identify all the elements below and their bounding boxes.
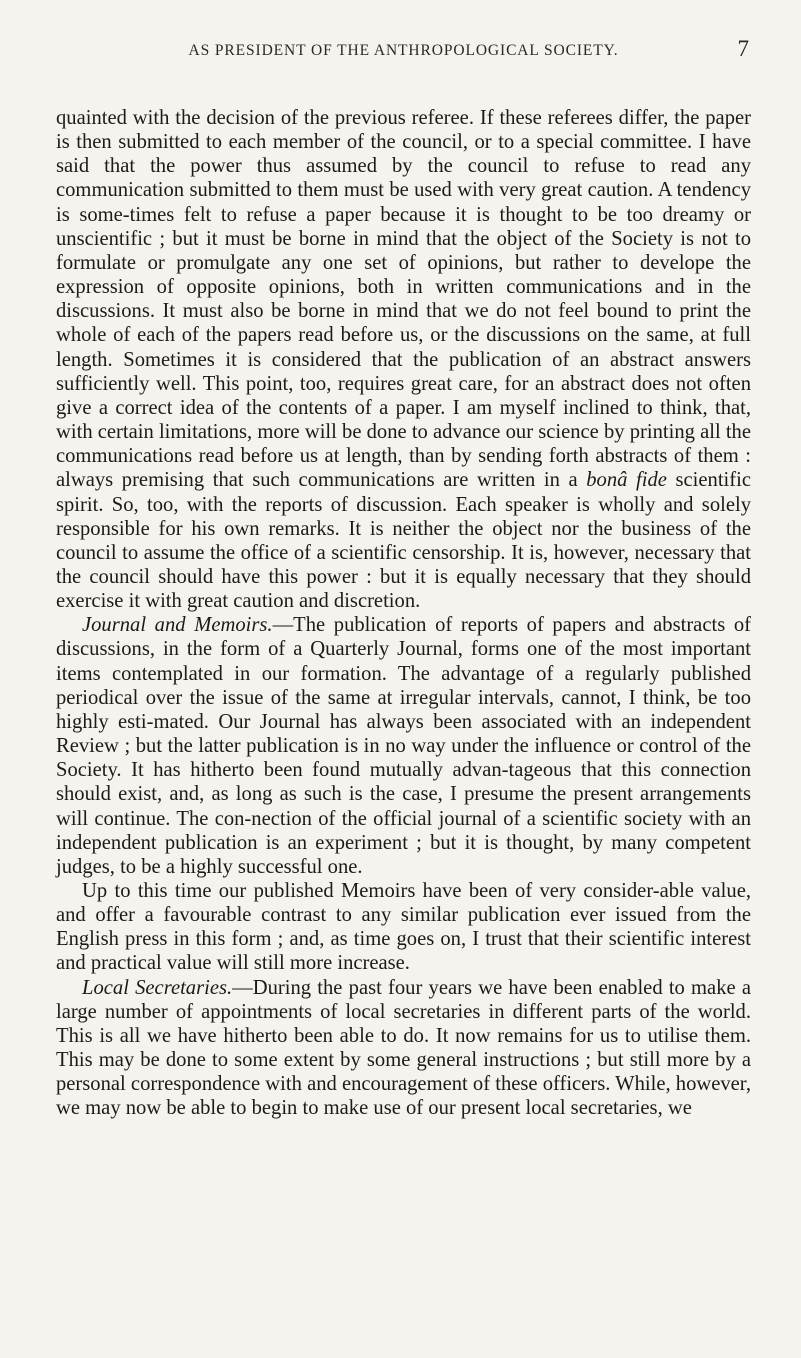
italic-phrase: bonâ fide bbox=[586, 469, 667, 492]
paragraph-text: —During the past four years we have been enabled to make a large number of appointments of local secretaries in different parts of the world. This is all we have hitherto been able to do. It now remains for us to utilise them. This may be done to some extent by some general instructions ; but still more by a personal correspondence with and encouragement of these officers. While, however, we may now be able to begin to make use of our present local secretaries, we bbox=[56, 976, 751, 1120]
paragraph-referees bbox=[56, 106, 751, 613]
paragraph-memoirs bbox=[56, 879, 751, 976]
page-body bbox=[56, 106, 751, 1121]
paragraph-text: quainted with the decision of the previous referee. If these referees differ, the paper is then submitted to each member of the council, or to a special committee. I have said that the power thus assumed by the council to refuse to read any communication submitted to them must be used with very great caution. A tendency is some-times felt to refuse a paper because it is thought to be too dreamy or unscientific ; but it must be borne in mind that the object of the Society is not to formulate or promulgate any one set of opinions, but rather to develope the expression of opposite opinions, both in written communications and in the discussions. It must also be borne in mind that we do not feel bound to print the whole of each of the papers read before us, or the discussions on the same, at full length. Sometimes it is considered that the publication of an abstract answers sufficiently well. This point, too, requires great care, for an abstract does not often give a correct idea of the contents of a paper. I am myself inclined to think, that, with certain limitations, more will be done to advance our science by printing all the communications read before us at length, than by sending forth abstracts of them : always premising that such communications are written in a bbox=[56, 107, 751, 492]
paragraph-journal-and-memoirs bbox=[56, 613, 751, 879]
paragraph-text-end: scientific spirit. So, too, with the reports of discussion. Each speaker is wholly and solely responsible for his own remarks. It is neither the object nor the business of the council to assume the office of a scientific censorship. It is, however, necessary that the council should have this power : but it is equally necessary that they should exercise it with great caution and discretion. bbox=[56, 469, 751, 613]
section-label: Local Secretaries. bbox=[82, 976, 233, 999]
paragraph-local-secretaries bbox=[56, 976, 751, 1121]
page-number: 7 bbox=[737, 36, 749, 61]
running-head bbox=[56, 20, 751, 64]
running-title: AS PRESIDENT OF THE ANTHROPOLOGICAL SOCIETY. bbox=[188, 42, 619, 59]
paragraph-text: Up to this time our published Memoirs have been of very consider-able value, and offer a favourable contrast to any similar publication ever issued from the English press in this form ; and, as time goes on, I trust that their scientific interest and practical value will still more increase. bbox=[56, 880, 751, 975]
paragraph-text: —The publication of reports of papers and abstracts of discussions, in the form of a Quarterly Journal, forms one of the most important items contemplated in our formation. The advantage of a regularly published periodical over the issue of the same at irregular intervals, cannot, I think, be too highly esti-mated. Our Journal has always been associated with an independent Review ; but the latter publication is in no way under the influence or control of the Society. It has hitherto been found mutually advan-tageous that this connection should exist, and, as long as such is the case, I presume the present arrangements will continue. The con-nection of the official journal of a scientific society with an independent publication is an experiment ; but it is thought, by many competent judges, to be a highly successful one. bbox=[56, 614, 751, 878]
section-label: Journal and Memoirs. bbox=[82, 614, 273, 637]
